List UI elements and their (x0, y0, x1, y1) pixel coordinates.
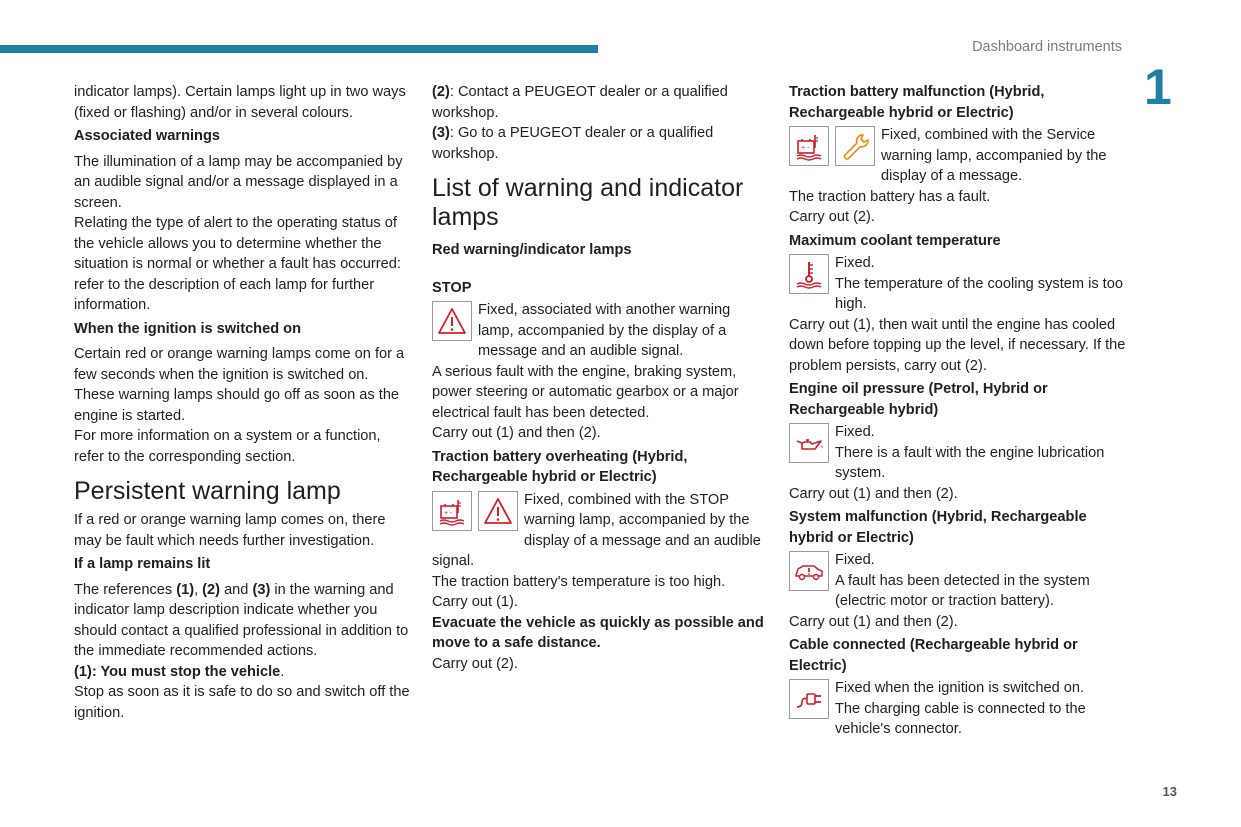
oil-p1: There is a fault with the engine lubrication system. (835, 444, 1105, 481)
ref1-end: . (280, 663, 285, 680)
svg-text:+ -: + - (801, 145, 810, 152)
oil-p2: Carry out (1) and then (2). (789, 485, 958, 502)
ref2-line (432, 82, 768, 123)
section-title: Dashboard instruments (972, 39, 1122, 55)
malfunction-heading: Traction battery malfunction (Hybrid, Rechargeable hybrid or Electric) (789, 84, 1045, 121)
associated-warnings-heading: Associated warnings (74, 128, 220, 144)
malfunction-p1: Fixed, combined with the Service warning lamp, accompanied by the display of a message. (881, 127, 1107, 184)
system-heading: System malfunction (Hybrid, Rechargeable hybrid or Electric) (789, 509, 1087, 546)
refs-bold-2: (2) (202, 581, 221, 598)
overheat-heading: Traction battery overheating (Hybrid, Rechargeable hybrid or Electric) (432, 448, 688, 485)
associated-p1: The illumination of a lamp may be accompanied by an audible signal and/or a message displayed in a screen. (74, 153, 403, 211)
oil-heading: Engine oil pressure (Petrol, Hybrid or Rechargeable hybrid) (789, 381, 1048, 418)
ignition-p1: Certain red or orange warning lamps come on for a few seconds when the ignition is switched on. These warning lamps should go off as soon as the engine is started. (74, 346, 405, 424)
page-number: 13 (1162, 784, 1177, 799)
intro-text: indicator lamps). Certain lamps light up in two ways (fixed or flashing) and/or in several colours. (74, 84, 406, 121)
system-fixed: Fixed. (835, 552, 875, 568)
overheat-p4: Carry out (2). (432, 655, 518, 672)
malfunction-lamps (789, 126, 875, 166)
refs-text-3: and (220, 581, 253, 598)
stop-lamp (432, 301, 472, 341)
remains-lit-heading: If a lamp remains lit (74, 556, 211, 572)
cable-p1: Fixed when the ignition is switched on. (835, 680, 1085, 696)
ref3-text: : Go to a PEUGEOT dealer or a qualified workshop. (432, 125, 714, 162)
system-p2: Carry out (1) and then (2). (789, 613, 958, 630)
service-wrench-icon (835, 126, 875, 166)
overheat-p3: Carry out (1). (432, 594, 518, 610)
ref2-text: : Contact a PEUGEOT dealer or a qualified workshop. (432, 84, 728, 121)
ref2-label: (2) (432, 84, 450, 100)
chapter-number: 1 (1144, 59, 1172, 115)
malfunction-p2: The traction battery has a fault. (789, 188, 991, 205)
oil-lamp (789, 423, 829, 463)
ref3-line (432, 123, 768, 164)
stop-p1: Fixed, associated with another warning lamp, accompanied by the display of a message and an audible signal. (478, 302, 731, 359)
red-lamps-heading: Red warning/indicator lamps (432, 242, 632, 258)
column-1 (74, 82, 410, 723)
header-accent-bar (0, 45, 598, 53)
battery-fault-icon (789, 126, 829, 166)
refs-bold-1: (1) (176, 581, 195, 598)
overheat-p1: Fixed, combined with the STOP warning lamp, accompanied by the display of a message and an audible signal. (432, 491, 761, 569)
coolant-lamp (789, 254, 829, 294)
stop-heading: STOP (432, 279, 472, 296)
column-2 (432, 82, 768, 674)
coolant-fixed: Fixed. (835, 255, 875, 271)
oil-can-icon (789, 423, 829, 463)
refs-text-2: , (194, 581, 203, 598)
list-heading: List of warning and indicator lamps (432, 174, 744, 231)
charging-plug-icon (789, 679, 829, 719)
stop-p3: Carry out (1) and then (2). (432, 425, 601, 441)
coolant-p1: The temperature of the cooling system is too high. (835, 275, 1123, 312)
ref1-detail: Stop as soon as it is safe to do so and switch off the ignition. (74, 684, 410, 721)
oil-fixed: Fixed. (835, 424, 875, 440)
persistent-heading: Persistent warning lamp (74, 477, 341, 505)
car-fault-icon (789, 551, 829, 591)
ref1-text: : You must stop the vehicle (91, 663, 281, 680)
ref3-label: (3) (432, 125, 450, 141)
overheat-p2: The traction battery's temperature is too high. (432, 573, 726, 590)
overheat-bold: Evacuate the vehicle as quickly as possible and move to a safe distance. (432, 614, 764, 651)
ref1-line (74, 662, 410, 683)
ref1-label: (1) (74, 663, 92, 680)
refs-bold-3: (3) (252, 581, 271, 598)
ignition-p2: For more information on a system or a function, refer to the corresponding section. (74, 428, 381, 465)
warning-triangle-icon (478, 491, 518, 531)
svg-text:+ -: + - (444, 509, 453, 517)
warning-triangle-icon (432, 301, 472, 341)
refs-text-4: in the warning and indicator lamp description indicate whether you should contact a qualified professional in addition to the immediate recommended actions. (74, 581, 409, 659)
overheat-lamps (432, 491, 518, 531)
ignition-heading: When the ignition is switched on (74, 320, 302, 337)
coolant-temperature-icon (789, 254, 829, 294)
coolant-p2: Carry out (1), then wait until the engine has cooled down before topping up the level, if necessary. If the problem persists, carry out (2). (789, 316, 1126, 374)
system-p1: A fault has been detected in the system (electric motor or traction battery). (835, 572, 1090, 609)
malfunction-p3: Carry out (2). (789, 209, 875, 225)
associated-p2: Relating the type of alert to the operating status of the vehicle allows you to determine whether the situation is normal or whether a fault has occurred: refer to the description of each lamp for further information. (74, 215, 401, 313)
references-paragraph (74, 580, 410, 662)
stop-p2: A serious fault with the engine, braking system, power steering or automatic gearbox or a major electrical fault has been detected. (432, 363, 739, 421)
battery-temperature-icon (432, 491, 472, 531)
column-3 (789, 82, 1129, 740)
cable-heading: Cable connected (Rechargeable hybrid or Electric) (789, 637, 1078, 674)
cable-p2: The charging cable is connected to the vehicle's connector. (835, 700, 1086, 737)
coolant-heading: Maximum coolant temperature (789, 232, 1001, 249)
system-lamp (789, 551, 829, 591)
persistent-p1: If a red or orange warning lamp comes on, there may be fault which needs further investigation. (74, 512, 386, 549)
refs-text-1: The references (74, 581, 177, 598)
cable-lamp (789, 679, 829, 719)
